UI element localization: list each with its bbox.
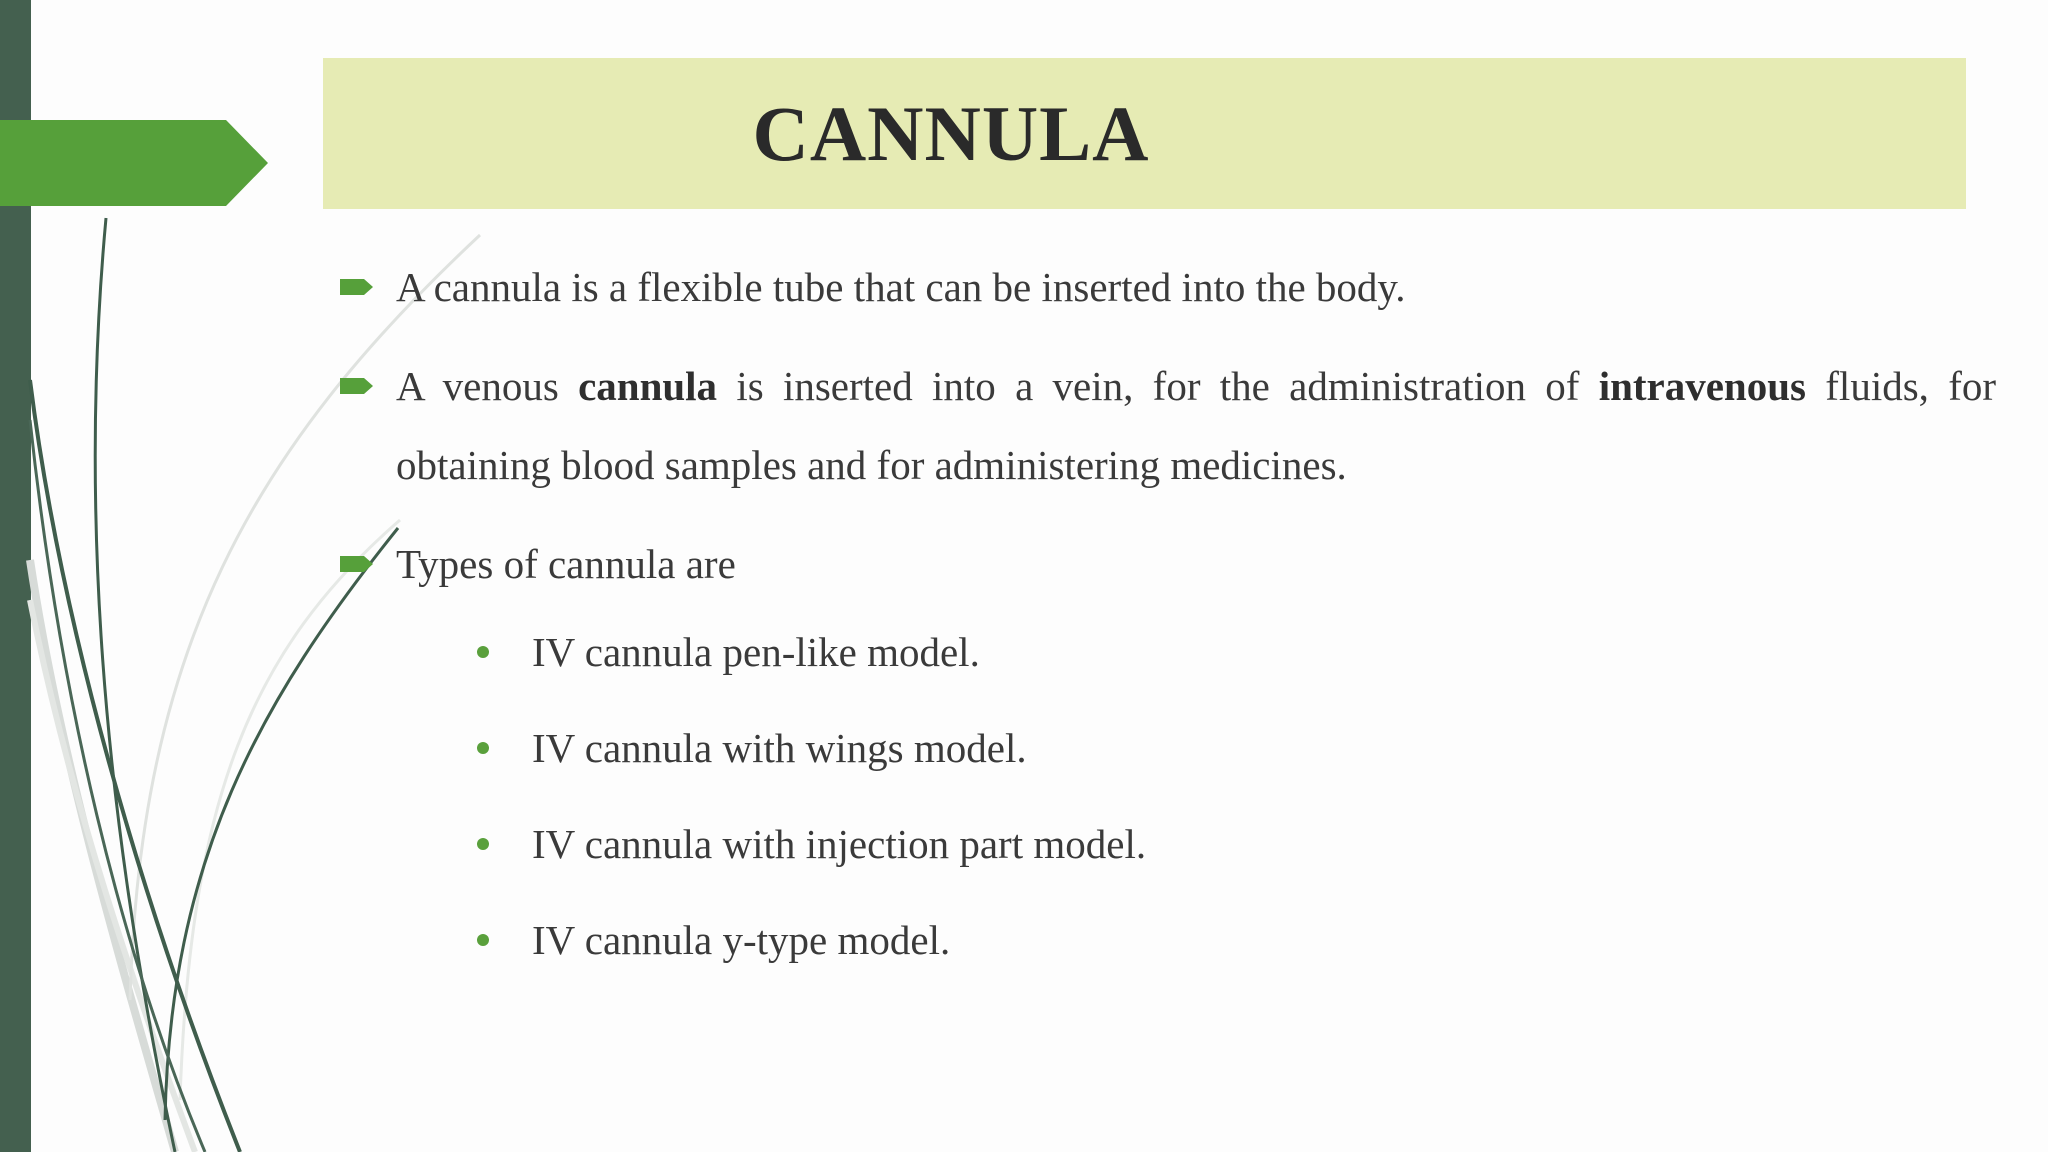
bullet-item-venous-cannula <box>336 347 1996 505</box>
slide-title: CANNULA <box>752 89 1150 177</box>
list-item <box>336 796 1996 892</box>
slide-content <box>336 248 1996 988</box>
dot-bullet-icon <box>477 838 489 850</box>
list-item-text: IV cannula with injection part model. <box>532 821 1147 867</box>
arrow-bullet-icon <box>340 553 374 575</box>
bold-term-intravenous: intravenous <box>1598 363 1806 409</box>
list-item-text: IV cannula pen-like model. <box>532 629 980 675</box>
arrow-bullet-icon <box>340 276 374 298</box>
dot-bullet-icon <box>477 934 489 946</box>
bullet-item-definition <box>336 248 1996 327</box>
bullet-text: A cannula is a flexible tube that can be inserted into the body. <box>396 264 1406 310</box>
bold-term-cannula: cannula <box>578 363 718 409</box>
cannula-types-list <box>336 604 1996 988</box>
arrow-bullet-icon <box>340 375 374 397</box>
list-item <box>336 604 1996 700</box>
bullet-text-post: fluids, for obtaining blood samples and for administering medicines. <box>396 363 1997 488</box>
dot-bullet-icon <box>477 646 489 658</box>
bullet-text-mid: is inserted into a vein, for the administration of <box>717 363 1599 409</box>
list-item-text: IV cannula y-type model. <box>532 917 951 963</box>
bullet-text: Types of cannula are <box>396 541 736 587</box>
list-item-text: IV cannula with wings model. <box>532 725 1027 771</box>
dot-bullet-icon <box>477 742 489 754</box>
green-arrow-tab <box>0 120 270 206</box>
list-item <box>336 700 1996 796</box>
bullet-item-types <box>336 525 1996 604</box>
bullet-text-pre: A venous <box>396 363 579 409</box>
list-item <box>336 892 1996 988</box>
